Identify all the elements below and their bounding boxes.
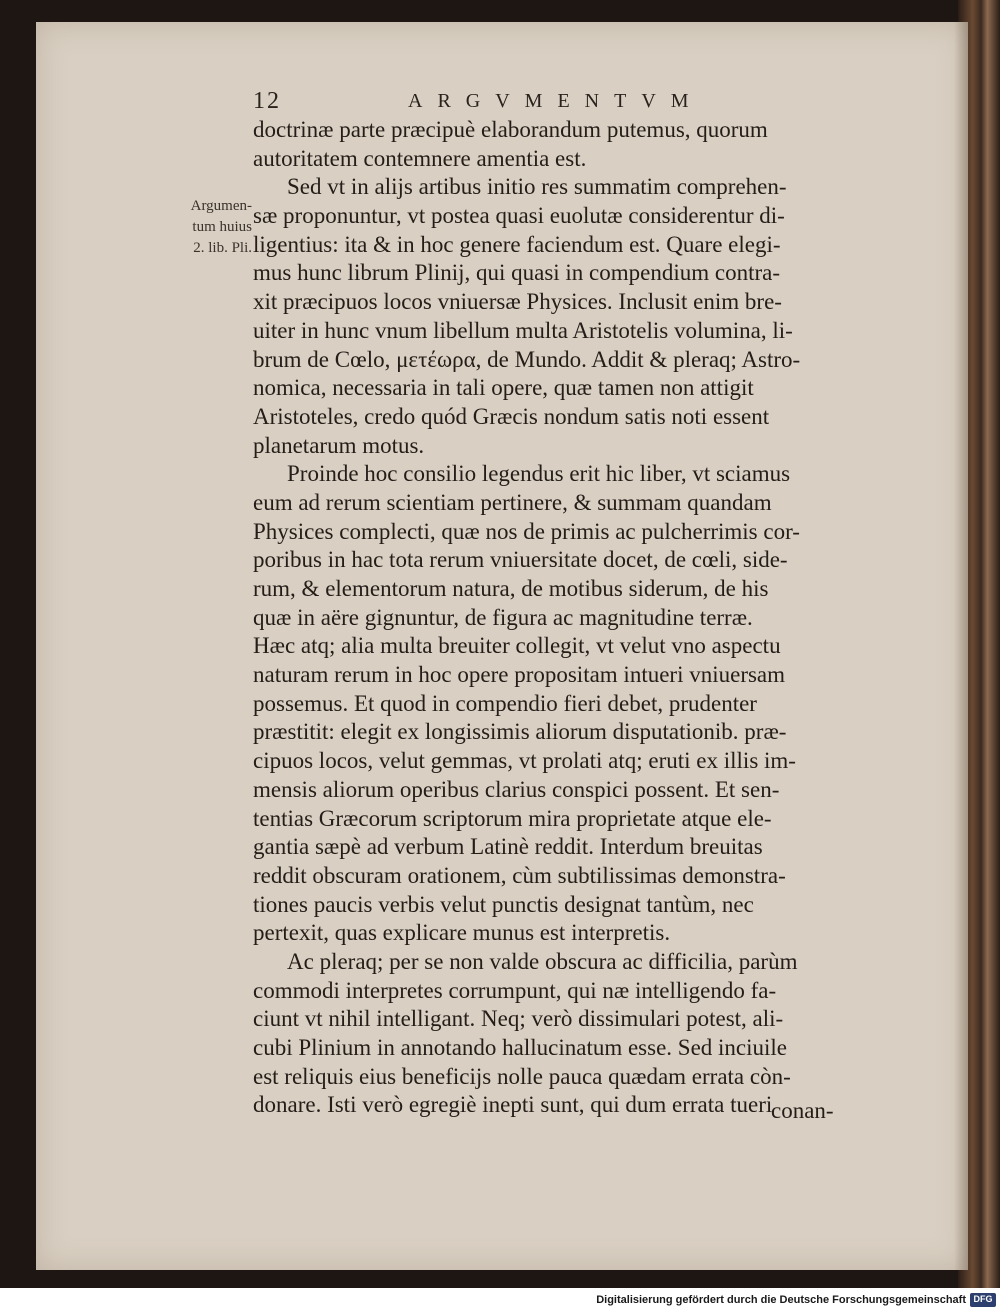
text-line: gantia sæpè ad verbum Latinè reddit. Interdum breuitas [253,834,763,860]
text-line: possemus. Et quod in compendio fieri debet, prudenter [253,690,757,716]
text-line: commodi interpretes corrumpunt, qui næ intelligendo fa- [253,977,777,1003]
marginal-note-line: tum huius [192,219,252,235]
text-line: Physices complecti, quæ nos de primis ac pulcherrimis cor- [253,518,800,544]
text-line: donare. Isti verò egregiè inepti sunt, qui dum errata tueri [253,1092,773,1118]
text-line: cipuos locos, velut gemmas, vt prolati atq; eruti ex illis im- [253,748,796,774]
text-line: mus hunc librum Plinij, qui quasi in compendium contra- [253,260,781,286]
text-line: reddit obscuram orationem, cùm subtilissimas demonstra- [253,862,786,888]
text-line: est reliquis eius beneficijs nolle pauca quædam errata còn- [253,1063,791,1089]
catchword: conan- [771,1098,834,1123]
text-line: Sed vt in alijs artibus initio res summatim comprehen- [287,174,787,200]
text-line: tentias Græcorum scriptorum mira proprietate atque ele- [253,805,772,831]
marginal-note-line: 2. lib. Pli. [193,240,252,256]
text-line: præstitit: elegit ex longissimis aliorum disputationib. præ- [253,719,787,745]
text-line: planetarum motus. [253,432,425,458]
text-line: Proinde hoc consilio legendus erit hic liber, vt sciamus [287,461,791,487]
text-line: poribus in hac tota rerum vniuersitate docet, de cœli, side- [253,547,788,573]
text-line: Aristoteles, credo quód Græcis nondum satis noti essent [253,403,770,429]
text-line: ciunt vt nihil intelligant. Neq; verò dissimulari potest, ali- [253,1006,784,1032]
text-line: autoritatem contemnere amentia est. [253,145,587,171]
marginal-note-line: Argumen- [190,198,252,214]
text-line: quæ in aëre gignuntur, de figura ac magnitudine terræ. [253,604,753,630]
text-line: doctrinæ parte præcipuè elaborandum putemus, quorum [253,117,768,142]
text-line: brum de Cœlo, μετέωρα, de Mundo. Addit & pleraq; Astro- [253,346,801,372]
text-line: xit præcipuos locos vniuersæ Physices. Inclusit enim bre- [253,289,782,315]
text-line: tiones paucis verbis velut punctis designat tantùm, nec [253,891,754,917]
marginal-note [146,196,252,259]
running-head [253,88,853,118]
page-number: 12 [253,88,281,114]
text-line: Ac pleraq; per se non valde obscura ac difficilia, parùm [287,948,798,974]
text-line: naturam rerum in hoc opere propositam intueri vniuersam [253,662,786,688]
text-line: mensis aliorum operibus clarius conspici possent. Et sen- [253,776,780,802]
page-gutter-shadow [954,22,968,1270]
footer-bar [0,1288,1000,1313]
text-line: pertexit, quas explicare munus est interpretis. [253,920,671,946]
text-line: uiter in hunc vnum libellum multa Aristotelis volumina, li- [253,317,793,343]
text-line: Hæc atq; alia multa breuiter collegit, vt velut vno aspectu [253,633,781,659]
text-line: sæ proponuntur, vt postea quasi euolutæ considerentur di- [253,203,785,229]
text-line: eum ad rerum scientiam pertinere, & summam quandam [253,489,772,515]
running-title: ARGVMENTVM [408,90,704,112]
dfg-logo-text: DFG [973,1294,993,1304]
main-text [253,116,853,1120]
text-line: cubi Plinium in annotando hallucinatum esse. Sed inciuile [253,1035,788,1060]
text-line: ligentius: ita & in hoc genere faciendum est. Quare elegi- [253,231,781,257]
dfg-logo [970,1293,996,1307]
funding-credit: Digitalisierung gefördert durch die Deutsche Forschungsgemeinschaft [596,1294,966,1306]
text-line: nomica, necessaria in tali opere, quæ tamen non attigit [253,375,754,401]
text-line: rum, & elementorum natura, de motibus siderum, de his [253,576,769,601]
